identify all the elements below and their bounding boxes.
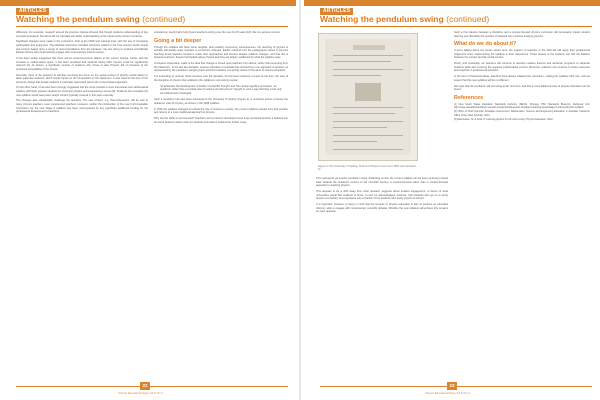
title-continued: (continued) — [142, 14, 186, 24]
left-column-2 — [154, 31, 288, 374]
paragraph: Such a pendulum has also been discussed at the University of Sydney (Figure 2), a university known to favour the academic view of physics, as shown in the 1965 syllabus. — [154, 98, 288, 105]
paragraph: The changes also substantially challenge the teachers. The new content, e.g. thermodynamics, will be new to many physics teachers, even experienced teachers. However, neither the introduction of the new K-10 Australian Curriculum nor the new Stage 6 syllabus has been accompanied by any significant additional funding for the professional development of teachers. — [16, 99, 148, 114]
section-tag: ARTICLES — [320, 8, 353, 15]
exam-text-line — [333, 127, 387, 128]
exam-text-line — [333, 107, 403, 108]
exam-text-line — [333, 61, 391, 62]
page-footer — [304, 382, 600, 394]
exam-text-line — [333, 135, 403, 136]
paragraph: This represents yet another pendulum swing. Reflecting on this, the current syllabus can be seen as having moved back towards the academic content of the mid-20th century, a content-focused rather than a context-focused approach to teaching physics. — [316, 177, 448, 188]
right-column-1 — [316, 31, 448, 374]
paragraph: Though the syllabus will have some tangible, and possibly concerning consequences, the teaching of physics is actually intrinsically quite resistant to curriculum changes. Earlier research into the pedagogical values of physics teaching found teachers tended to retain their approaches and lessons despite syllabus changes, and that this is because teachers' deeper held beliefs about physics teaching are largely unaffected by what the syllabus says. — [154, 45, 288, 60]
article-title — [16, 14, 185, 24]
page-number: 22 — [140, 382, 150, 390]
exam-text-line — [333, 141, 377, 142]
footer-publication: Science Educational News Vol 67 No 2 — [425, 392, 470, 395]
paragraph: It is important, however, to keep in mind that the purpose of physics education is also to produce an educated citizenry, able to engage with contemporary scientific debates. Whether the new syllabus will achieve this remains an open question. — [316, 202, 448, 214]
exam-paper-image — [318, 33, 418, 161]
paragraph: It is interesting to uncover these tensions over the decades. As has been noted by a report at the time, the view of the discipline of physics that underpins the syllabus is not entirely neutral. — [154, 75, 288, 82]
exam-text-line — [333, 121, 403, 122]
exam-page — [325, 39, 411, 155]
paragraph: Firstly, and practically, we teachers will continue to develop creative lessons and authentic programs to captivate students while also covering the required mathematical content. Moreover, teachers can continue to share resources and expertise in professional networks. — [454, 62, 590, 73]
paragraph: considering: nearly half of all physics teachers retiring over the next 10-15 years [16], this is a serious concern. — [154, 31, 281, 34]
paragraph: On the other hand, it has also been strongly suggested that the move towards a more theoretical and mathematical syllabus will better prepare students for university physics and engineering courses [6]. Students who complete the new syllabus would have been taught content typically covered in first-year university. — [16, 86, 148, 97]
paragraph: If we're talking about the issues raised here, the majority of teachers in the field will still apply their professional judgement when implementing the syllabus in their classrooms. Those closest to the students can find the balance between the content and the social context. — [454, 49, 590, 60]
section-tag: ARTICLES — [16, 8, 49, 15]
section-heading: What do we do about it? — [454, 41, 517, 48]
title-main: Watching the pendulum swing — [320, 14, 444, 24]
references-heading: References — [454, 94, 484, 101]
paragraph: Why are the shifts so pronounced? Teachers and curriculum developers have long wondered whether a balance can be found between what is best for students and what is required for further study. — [154, 117, 288, 124]
title-main: Watching the pendulum swing — [16, 14, 140, 24]
right-column-2 — [454, 31, 590, 374]
left-page — [0, 0, 296, 400]
left-column-1 — [16, 31, 148, 374]
paragraph: We hope that the pendulum will not swing as far next time, and that a more balanced view of physics education can be found. — [454, 84, 590, 92]
exam-text-line — [333, 113, 395, 114]
paragraph: Such a fine balance between a discipline and a society-focused physics curriculum will necessarily impact student learning and ultimately the number of students who continue studying physics. — [454, 31, 590, 38]
figure-container — [316, 31, 448, 177]
page-footer — [0, 382, 296, 394]
section-heading: Going a bit deeper — [154, 37, 202, 44]
paragraph: Secondly, there is the question of whether removing the focus on the social context of physics would attract or deter particular students, which would impact on the composition of the classroom. It was noted at the time of the previous change that female students in particular responded well to the context-based approach. — [16, 73, 148, 84]
reference-item: [1] New South Wales Education Standards Authority (NESA). Stronger HSC Standards Blueprint. Retrieved from http://www.educationstandards.nsw.edu.au/wps/portal/nesa/11-12/stage-6-learning-areas/stage-6-science/physics-syllabus — [454, 102, 590, 109]
pull-quote: "emphasised 'the development of bodies of scientific thought' and 'the central cognitive processes', an academic rather than a societal view of science and the person" (taught in such a way that they could only be understood in hindsight) — [160, 84, 282, 95]
page-gutter — [299, 0, 301, 400]
exam-text-line — [333, 69, 403, 70]
reference-item: [2] Office of Chief Scientist, Australian Government. Mathematics, Science and Engineering Education in Australia. Canberra: Office of the Chief Scientist, 2014. — [454, 110, 590, 117]
reference-item: [3] Rasmussen, M. & Crick, P. Learning physics for the 21st century. Physics Education, 2012. — [454, 118, 554, 122]
references-list — [454, 103, 590, 122]
paragraph: In the face of theoretical ideas, teachers have always adapted the curriculum, making the syllabus their own, and we expect that this new syllabus will be no different. — [454, 75, 590, 82]
figure-caption: Figure 2: The University of Sydney, School of Physics exam from 1965 (see Question 5). — [318, 165, 416, 172]
exam-diagram — [355, 83, 381, 101]
exam-heading-block — [353, 45, 385, 50]
paragraph: difference. For example, research around the previous change showed that though students understanding of key concepts increased, this alone did not translate into better understanding of the nature and process of science. — [16, 31, 148, 38]
paragraph: In 2001 the syllabus changed to include the role of science in society; the current syllabus retreats from that position and returns to a more traditional approach to physics. — [154, 107, 288, 115]
exam-text-line — [333, 149, 403, 150]
paragraph: A frequent observation made is the idea that change is forced upon teachers from above, rather than emerging from the classroom. In the last few decades, science education in Australia has lurched from one approach to another, as represented by the pendulum swinging back and forth between competing visions of the aims of science education. — [154, 62, 288, 73]
title-rule — [16, 26, 288, 27]
paragraph: Significant changes were made in the curriculum, both at the NSW and national level, with the aim of increasing participation and enjoyment. The National Curriculum included outcomes related to the 'how science works' strand and content based upon a range of recommendations from the literature, the aim being to produce scientifically literate citizens who could actively engage with contemporary science issues. — [16, 40, 148, 55]
exam-text-line — [333, 55, 403, 56]
title-rule — [320, 26, 592, 27]
paragraph: It has been widely suggested that there will be several knock-on effects of the current change. Firstly, with the increase in mathematical rigour, it has been predicted that students taking HSC physics could be significantly reduced [2]. As shown, a significant number of students who chose to take Physics did so because of the perceived accessibility of the course. — [16, 56, 148, 71]
page-number: 23 — [447, 382, 457, 390]
exam-text-line — [333, 75, 381, 76]
right-page — [304, 0, 600, 400]
paragraph: This appears to be a shift away from what research suggests about student engagement, in favour of what universities would like students to know. It must be acknowledged, however, that students who go on to study physics at a tertiary level represent only a fraction of the students who study physics at school. — [316, 189, 448, 201]
footer-publication: Science Educational News Vol 67 No 2 — [118, 392, 163, 395]
article-title — [320, 14, 489, 24]
title-continued: (continued) — [446, 14, 490, 24]
